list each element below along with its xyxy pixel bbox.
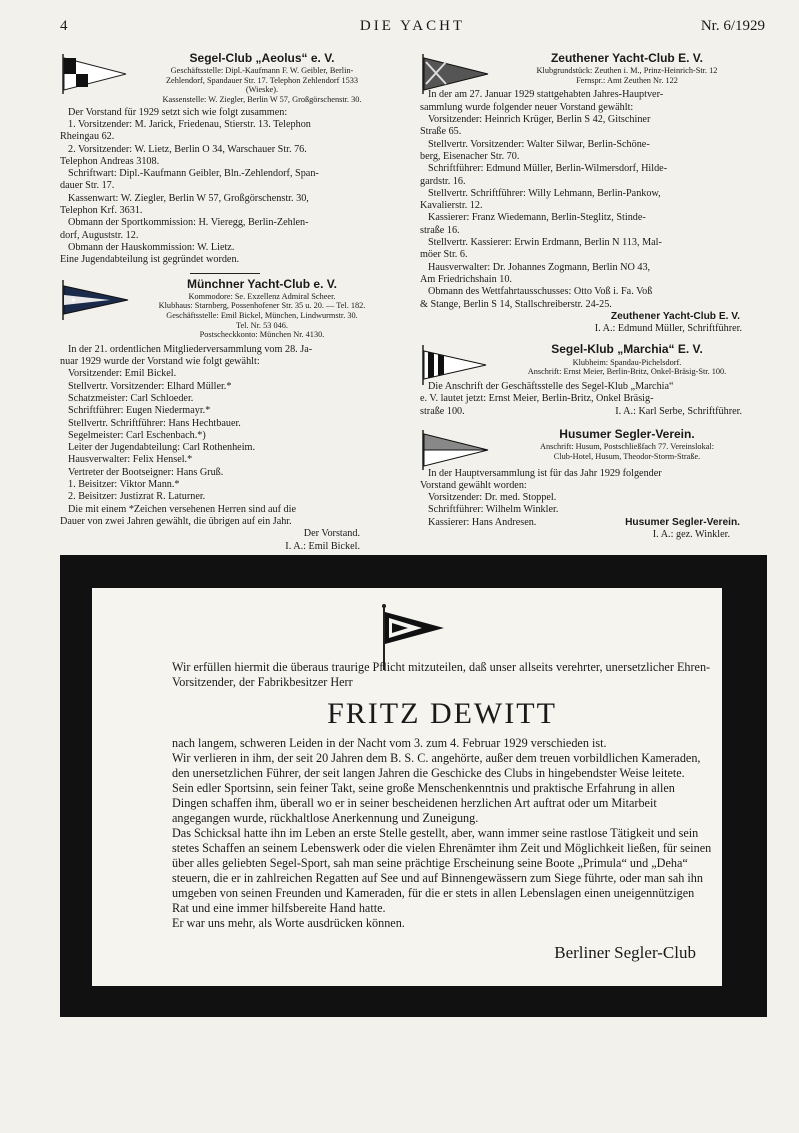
muenchner-line: Schriftführer: Eugen Niedermayr.*	[68, 405, 211, 417]
zeuthener-line: Hausverwalter: Dr. Johannes Zogmann, Berlin NO 43,	[428, 261, 651, 273]
muenchner-sub-1: Klubhaus: Starnberg, Possenhofener Str. 35 u. 20. — Tel. 182.	[158, 301, 366, 311]
aeolus-line: Telephon Andreas 3108.	[60, 155, 160, 167]
issue-number: Nr. 6/1929	[700, 18, 765, 34]
muenchner-sub-4: Postscheckkonto: München Nr. 4130.	[199, 330, 325, 340]
zeuthener-line: straße 16.	[420, 224, 460, 236]
marchia-sub-0: Klubheim: Spandau-Pichelsdorf.	[572, 357, 682, 367]
husumer-sig-1: Husumer Segler-Verein.	[625, 516, 740, 528]
zeuthener-line: Stellvertr. Schriftführer: Willy Lehmann, Berlin-Pankow,	[428, 187, 661, 199]
aeolus-line: Obmann der Sportkommission: H. Vieregg, Berlin-Zehlen-	[68, 217, 309, 229]
aeolus-title: Segel-Club „Aeolus“ e. V.	[189, 51, 335, 65]
zeuthener-sub-1: Fernspr.: Amt Zeuthen Nr. 122	[576, 75, 678, 85]
muenchner-line: Dauer von zwei Jahren gewählt, die übrigen auf ein Jahr.	[60, 515, 292, 527]
marchia-line: straße 100.	[420, 405, 465, 417]
muenchner-sub-3: Tel. Nr. 53 046.	[236, 320, 288, 330]
zeuthener-line: & Stange, Berlin S 14, Stallschreiberstr. 24-25.	[420, 298, 612, 310]
husumer-burgee-icon	[420, 430, 490, 470]
zeuthener-line: Obmann des Wettfahrtausschusses: Otto Voß i. Fa. Voß	[428, 286, 653, 298]
aeolus-sub-2: (Wieske).	[245, 85, 279, 95]
zeuthener-line: berg, Eisenacher Str. 70.	[420, 150, 520, 162]
aeolus-line: 2. Vorsitzender: W. Lietz, Berlin O 34, Warschauer Str. 76.	[68, 143, 307, 155]
aeolus-burgee-icon	[60, 54, 130, 94]
muenchner-burgee-icon	[60, 280, 130, 320]
magazine-title: DIE YACHT	[359, 18, 466, 34]
marchia-line: Die Anschrift der Geschäftsstelle des Segel-Klub „Marchia“	[428, 380, 674, 392]
husumer-line: In der Hauptversammlung ist für das Jahr 1929 folgender	[428, 467, 662, 479]
husumer-sub-1: Club-Hotel, Husum, Theodor-Storm-Straße.	[553, 451, 701, 461]
deceased-name: FRITZ DEWITT	[327, 697, 557, 730]
obituary-paragraph: Sein edler Sportsinn, sein feiner Takt, seine große Menschenkenntnis und praktische Erfahrung in allen Dingen schaffen ihm, überall wo er in seiner bescheidenen herzlichen Art auftrat oder um Mitarbeit angegangen wurde, rückhaltlose Anerkennung und Zuneigung.	[172, 781, 675, 825]
husumer-section	[420, 428, 760, 541]
muenchner-line: Stellvertr. Vorsitzender: Elhard Müller.*	[68, 380, 232, 392]
zeuthener-line: Kavalierstr. 12.	[420, 200, 483, 212]
zeuthener-line: Stellvertr. Vorsitzender: Walter Silwar, Berlin-Schöne-	[428, 138, 650, 150]
zeuthener-line: gardstr. 16.	[420, 175, 466, 187]
muenchner-sig-2: I. A.: Emil Bickel.	[285, 540, 360, 552]
aeolus-line: 1. Vorsitzender: M. Jarick, Friedenau, Stierstr. 13. Telephon	[68, 118, 311, 130]
muenchner-line: Leiter der Jugendabteilung: Carl Rothenheim.	[68, 442, 256, 454]
husumer-line: Vorstand gewählt worden:	[420, 479, 527, 491]
marchia-line: e. V. lautet jetzt: Ernst Meier, Berlin-Britz, Onkel Bräsig-	[420, 393, 654, 405]
obituary-paragraph: Wir verlieren in ihm, der seit 20 Jahren dem B. S. C. angehörte, außer dem treuen vorbildlichen Kameraden, den unersetzlichen Führer, der seit langen Jahren die Geschicke des Clubs in hingebendster Weise leitete.	[172, 751, 701, 780]
muenchner-line: 2. Beisitzer: Justizrat R. Laturner.	[68, 491, 206, 503]
muenchner-line: 1. Beisitzer: Viktor Mann.*	[68, 479, 180, 491]
zeuthener-sig-2: I. A.: Edmund Müller, Schriftführer.	[594, 323, 742, 335]
marchia-sig: I. A.: Karl Serbe, Schriftführer.	[615, 405, 742, 417]
page-number: 4	[60, 18, 68, 34]
right-column	[420, 48, 760, 541]
marchia-section	[420, 343, 760, 418]
aeolus-sub-3: Kassenstelle: W. Ziegler, Berlin W 57, Großgörschenstr. 30.	[162, 95, 362, 105]
zeuthener-line: Kassierer: Franz Wiedemann, Berlin-Steglitz, Stinde-	[428, 212, 646, 224]
zeuthener-line: Straße 65.	[420, 126, 462, 138]
muenchner-line: Vertreter der Bootseigner: Hans Gruß.	[68, 466, 224, 478]
muenchner-line: Schatzmeister: Carl Schloeder.	[68, 392, 194, 404]
zeuthener-line: In der am 27. Januar 1929 stattgehabten Jahres-Hauptver-	[428, 89, 664, 101]
obituary-paragraph: Er war uns mehr, als Worte ausdrücken können.	[172, 916, 405, 930]
obituary-signature: Berliner Segler-Club	[554, 943, 696, 962]
husumer-line-row	[420, 517, 760, 529]
muenchner-line: In der 21. ordentlichen Mitgliederversammlung vom 28. Ja-	[68, 343, 313, 355]
aeolus-sub-0: Geschäftsstelle: Dipl.-Kaufmann F. W. Geibler, Berlin-	[170, 66, 354, 76]
zeuthener-section	[420, 52, 760, 335]
marchia-sub-1: Anschrift: Ernst Meier, Berlin-Britz, Onkel-Bräsig-Str. 100.	[527, 367, 727, 377]
muenchner-line: nuar 1929 wurde der Vorstand wie folgt gewählt:	[60, 356, 260, 368]
svg-text:✶: ✶	[70, 295, 77, 305]
husumer-title: Husumer Segler-Verein.	[559, 427, 695, 442]
muenchner-sub-0: Kommodore: Se. Exzellenz Admiral Scheer.	[188, 291, 336, 301]
zeuthener-line: Schriftführer: Edmund Müller, Berlin-Wilmersdorf, Hilde-	[428, 163, 668, 175]
muenchner-title: Münchner Yacht-Club e. V.	[186, 276, 338, 291]
aeolus-line: Der Vorstand für 1929 setzt sich wie folgt zusammen:	[68, 106, 288, 118]
husumer-sub-0: Anschrift: Husum, Postschließfach 77. Vereinslokal:	[539, 442, 715, 452]
zeuthener-line: möer Str. 6.	[420, 249, 468, 261]
husumer-line: Kassierer: Hans Andresen.	[428, 516, 537, 528]
aeolus-line: Schriftwart: Dipl.-Kaufmann Geibler, Bln.-Zehlendorf, Span-	[68, 168, 319, 180]
page-header	[60, 18, 765, 40]
husumer-line: Vorsitzender: Dr. med. Stoppel.	[428, 492, 557, 504]
marchia-title: Segel-Klub „Marchia“ E. V.	[551, 342, 703, 357]
aeolus-line: dauer Str. 17.	[60, 180, 115, 192]
aeolus-sub-1: Zehlendorf, Spandauer Str. 17. Telephon Zehlendorf 1533	[165, 75, 359, 85]
left-column	[60, 48, 390, 553]
muenchner-section	[60, 278, 390, 553]
muenchner-sub-2: Geschäftsstelle: Emil Bickel, München, Lindwurmstr. 30.	[166, 311, 358, 321]
muenchner-line: Die mit einem *Zeichen versehenen Herren sind auf die	[68, 503, 296, 515]
zeuthener-line: Am Friedrichshain 10.	[420, 273, 512, 285]
muenchner-line: Stellvertr. Schriftführer: Hans Hechtbauer.	[68, 417, 241, 429]
section-divider	[190, 273, 260, 274]
aeolus-line: Eine Jugendabteilung ist gegründet worden.	[60, 254, 240, 266]
obituary-intro: Wir erfüllen hiermit die überaus traurige Pflicht mitzuteilen, daß unser allseits verehrter, unersetzlicher Ehren-Vorsitzender, der Fabrikbesitzer Herr	[172, 660, 711, 689]
zeuthener-line: Vorsitzender: Heinrich Krüger, Berlin S 42, Gitschiner	[428, 114, 651, 126]
aeolus-line: Rheingau 62.	[60, 131, 115, 143]
zeuthener-line: Stellvertr. Kassierer: Erwin Erdmann, Berlin N 113, Mal-	[428, 237, 662, 249]
zeuthener-title: Zeuthener Yacht-Club E. V.	[550, 51, 704, 65]
obituary-paragraph: nach langem, schweren Leiden in der Nacht vom 3. zum 4. Februar 1929 verschieden ist.	[172, 736, 607, 750]
aeolus-line: Telephon Krf. 3631.	[60, 205, 143, 217]
aeolus-line: Obmann der Hauskommission: W. Lietz.	[68, 241, 235, 253]
aeolus-section	[60, 52, 390, 267]
husumer-line: Schriftführer: Wilhelm Winkler.	[428, 504, 559, 516]
obituary-text	[172, 660, 712, 960]
obituary-paragraph: Das Schicksal hatte ihn im Leben an erste Stelle gestellt, aber, wann immer seine rastlose Tätigkeit und sein stetes Schaffen an seinem Lebenswerk oder die vielen Ehrenämter ihm Zeit und Möglichkeit ließen, für seinen über alles geliebten Segel-Sport, sah man seine prächtige Erscheinung seine Boote „Primula“ und „Deha“ steuern, die er in zahlreichen Regatten auf See und auf Binnengewässern zum Siege führte, oder man sah ihn umgeben von seinen Freunden und Kameraden, für die er stets in allen Lebenslagen einen uneigennützigen Rat und eine immer hilfsbereite Hand hatte.	[172, 826, 712, 915]
zeuthener-sub-0: Klubgrundstück: Zeuthen i. M., Prinz-Heinrich-Str. 12	[536, 66, 718, 76]
zeuthener-sig-1: Zeuthener Yacht-Club E. V.	[610, 310, 740, 322]
marchia-burgee-icon	[420, 345, 490, 385]
husumer-sig-2: I. A.: gez. Winkler.	[652, 529, 730, 541]
muenchner-sig-1: Der Vorstand.	[303, 528, 360, 540]
muenchner-line: Segelmeister: Carl Eschenbach.*)	[68, 429, 206, 441]
husumer-line-row	[420, 504, 760, 516]
zeuthener-burgee-icon	[420, 54, 490, 94]
aeolus-line: Kassenwart: W. Ziegler, Berlin W 57, Großgörschenstr. 30,	[68, 192, 309, 204]
aeolus-line: dorf, Auguststr. 12.	[60, 229, 139, 241]
zeuthener-line: sammlung wurde folgender neuer Vorstand gewählt:	[420, 101, 634, 113]
muenchner-line: Vorsitzender: Emil Bickel.	[68, 368, 177, 380]
muenchner-line: Hausverwalter: Felix Hensel.*	[68, 454, 193, 466]
